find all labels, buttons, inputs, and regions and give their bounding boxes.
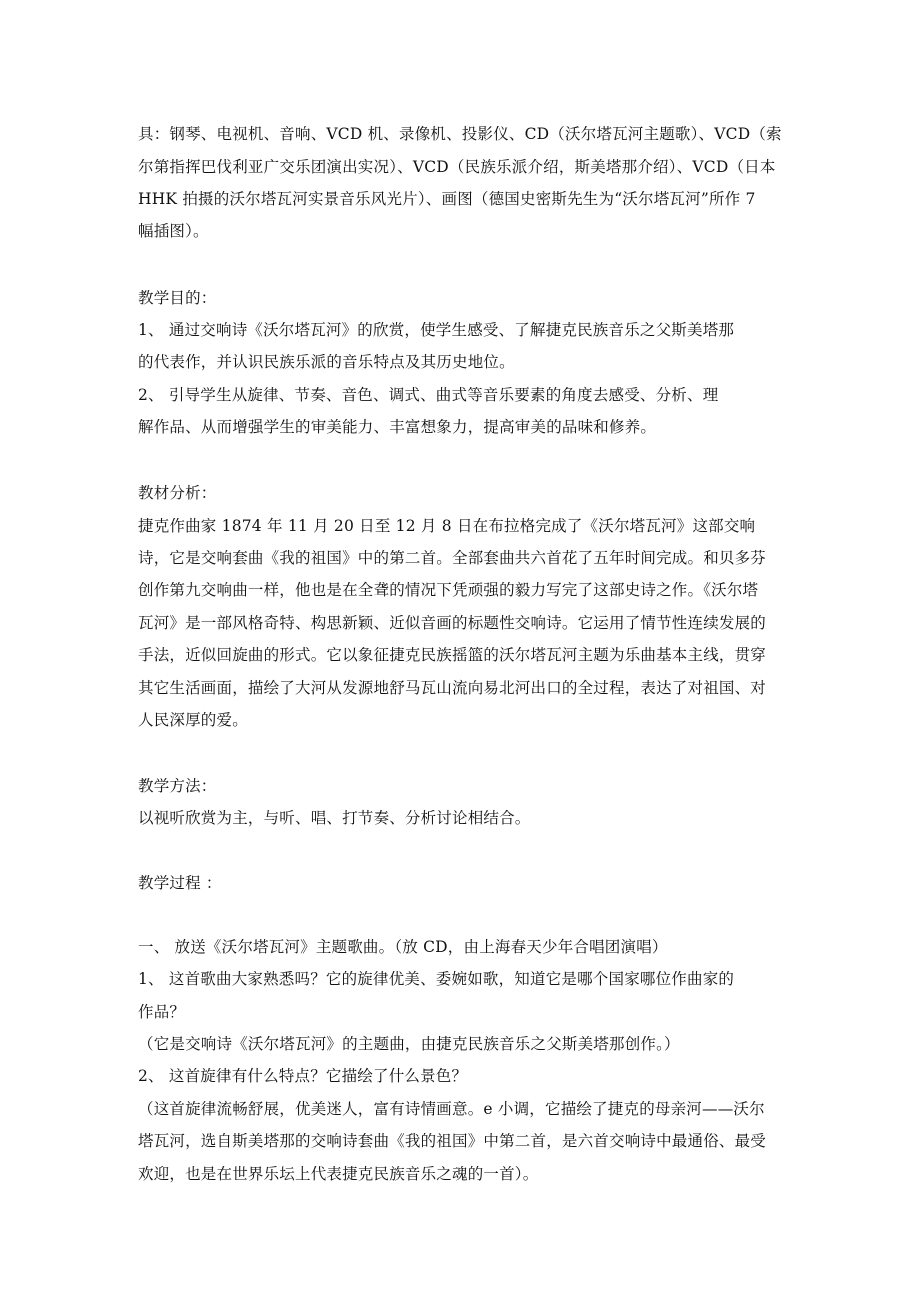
- process-line-3: 作品？: [138, 1003, 186, 1021]
- methods-heading: 教学方法：: [138, 777, 217, 795]
- equipment-line-4: 幅插图）。: [138, 222, 209, 240]
- process-heading: 教学过程 ：: [138, 874, 222, 892]
- equipment-line-1: 具：钢琴、电视机、音响、VCD 机、录像机、投影仪、CD（沃尔塔瓦河主题歌）、VCD（索: [138, 125, 782, 143]
- analysis-line-7: 人民深厚的爱。: [138, 711, 248, 729]
- analysis-line-4: 瓦河》是一部风格奇特、构思新颖、近似音画的标题性交响诗。它运用了情节性连续发展的: [138, 614, 767, 632]
- process-line-8: 欢迎，也是在世界乐坛上代表捷克民族音乐之魂的一首）。: [138, 1165, 539, 1183]
- analysis-line-1: 捷克作曲家 1874 年 11 月 20 日至 12 月 8 日在布拉格完成了《沃尔塔瓦河》这部交响: [138, 517, 756, 535]
- process-line-2: 1、 这首歌曲大家熟悉吗？它的旋律优美、委婉如歌，知道它是哪个国家哪位作曲家的: [138, 970, 735, 988]
- analysis-heading: 教材分析：: [138, 484, 217, 502]
- analysis-line-6: 其它生活画面，描绘了大河从发源地舒马瓦山流向易北河出口的全过程，表达了对祖国、对: [138, 679, 767, 697]
- objectives-line-2: 的代表作，并认识民族乐派的音乐特点及其历史地位。: [138, 353, 515, 371]
- objectives-line-3: 2、 引导学生从旋律、节奏、音色、调式、曲式等音乐要素的角度去感受、分析、理: [138, 386, 719, 404]
- process-line-6: （这首旋律流畅舒展，优美迷人，富有诗情画意。e 小调，它描绘了捷克的母亲河——沃尔: [138, 1100, 765, 1118]
- objectives-line-4: 解作品、从而增强学生的审美能力、丰富想象力，提高审美的品味和修养。: [138, 418, 657, 436]
- process-line-5: 2、 这首旋律有什么特点？它描绘了什么景色？: [138, 1067, 468, 1085]
- analysis-line-5: 手法，近似回旋曲的形式。它以象征捷克民族摇篮的沃尔塔瓦河主题为乐曲基本主线，贯穿: [138, 646, 767, 664]
- process-line-4: （它是交响诗《沃尔塔瓦河》的主题曲，由捷克民族音乐之父斯美塔那创作。）: [138, 1035, 680, 1053]
- process-line-1: 一、 放送《沃尔塔瓦河》主题歌曲。（放 CD，由上海春天少年合唱团演唱）: [138, 938, 668, 956]
- equipment-line-2: 尔第指挥巴伐利亚广交乐团演出实况）、VCD（民族乐派介绍，斯美塔那介绍）、VCD（日本: [138, 158, 776, 176]
- objectives-line-1: 1、 通过交响诗《沃尔塔瓦河》的欣赏，使学生感受、了解捷克民族音乐之父斯美塔那: [138, 321, 735, 339]
- equipment-line-3: HHK 拍摄的沃尔塔瓦河实景音乐风光片）、画图（德国史密斯先生为“沃尔塔瓦河”所作 7: [138, 190, 756, 208]
- analysis-line-3: 创作第九交响曲一样，他也是在全聋的情况下凭顽强的毅力写完了这部史诗之作。《沃尔塔: [138, 581, 759, 599]
- process-line-7: 塔瓦河，选自斯美塔那的交响诗套曲《我的祖国》中第二首，是六首交响诗中最通俗、最受: [138, 1132, 767, 1150]
- objectives-heading: 教学目的：: [138, 289, 217, 307]
- analysis-line-2: 诗，它是交响套曲《我的祖国》中的第二首。全部套曲共六首花了五年时间完成。和贝多芬: [138, 549, 767, 567]
- methods-line-1: 以视听欣赏为主，与听、唱、打节奏、分析讨论相结合。: [138, 809, 531, 827]
